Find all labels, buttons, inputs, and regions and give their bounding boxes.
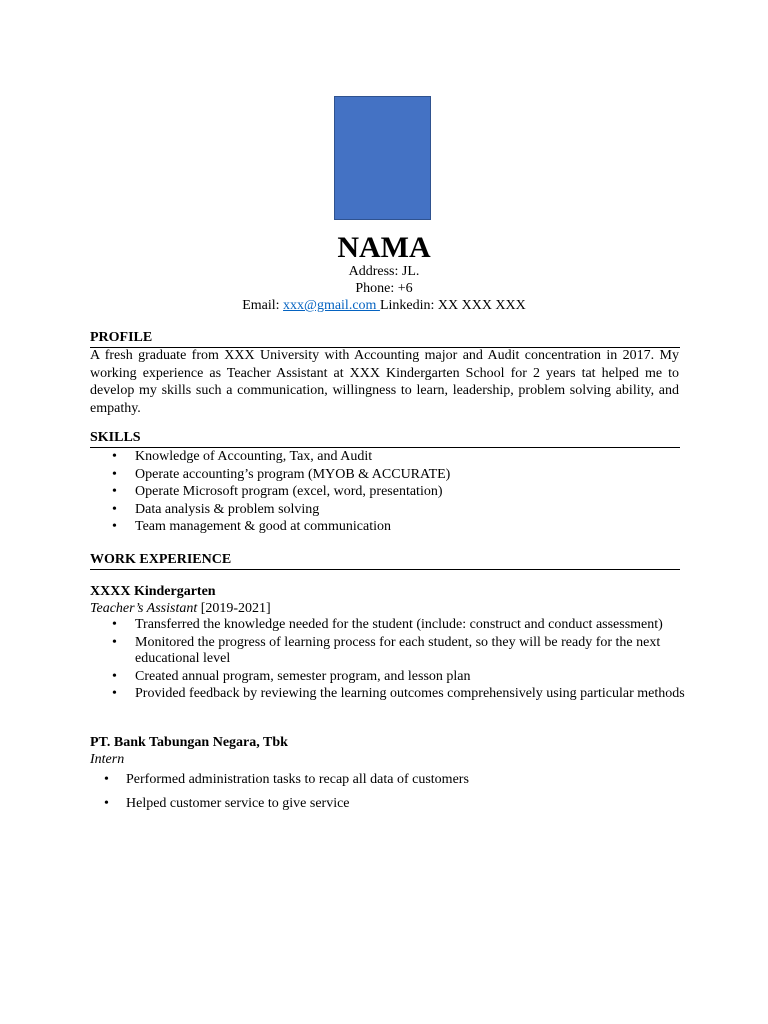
profile-photo-placeholder [334, 96, 431, 220]
bullet-icon: • [112, 617, 117, 632]
work-experience-heading: WORK EXPERIENCE [90, 551, 680, 570]
profile-heading: PROFILE [90, 329, 680, 348]
profile-text: A fresh graduate from XXX University with Accounting major and Audit concentration in 2017. My working experience as Teacher Assistant at XXX Kindergarten School for 2 years tat helped me to develop my skills such a communication, willingness to learn, leadership, problem solving ability, and empathy. [90, 348, 679, 416]
list-item: • Data analysis & problem solving [112, 501, 320, 517]
job-duties-list [90, 772, 690, 819]
list-item: • Knowledge of Accounting, Tax, and Audit [112, 449, 373, 464]
list-item: • Created annual program, semester program, and lesson plan [112, 668, 471, 684]
bullet-icon: • [112, 519, 117, 534]
job-role: Intern [90, 752, 125, 767]
email-link[interactable]: xxx@gmail.com [283, 298, 380, 313]
email-linkedin-line [0, 297, 768, 314]
job-period: [2019-2021] [197, 601, 271, 616]
bullet-icon: • [104, 772, 109, 787]
list-item: • Operate Microsoft program (excel, word, presentation) [112, 484, 443, 499]
bullet-icon: • [112, 466, 117, 482]
bullet-icon: • [112, 634, 117, 650]
list-item: • Team management & good at communication [112, 519, 391, 534]
email-label: Email: [242, 298, 284, 313]
job-role: Teacher’s Assistant [90, 601, 198, 616]
list-item: • Performed administration tasks to recap all data of customers [104, 772, 469, 787]
bullet-icon: • [104, 795, 109, 811]
skills-list [90, 449, 690, 537]
job-role-line [90, 600, 271, 617]
list-item: • Helped customer service to give service [104, 795, 350, 811]
job-company: PT. Bank Tabungan Negara, Tbk [90, 735, 288, 750]
linkedin-text: Linkedin: XX XXX XXX [379, 298, 526, 313]
address-line: Address: JL. [348, 264, 420, 279]
bullet-icon: • [112, 501, 117, 517]
bullet-icon: • [112, 484, 117, 499]
phone-line: Phone: +6 [355, 281, 413, 296]
list-item: • Monitored the progress of learning process for each student, so they will be ready for the next educational level [112, 634, 661, 666]
job-role-line [90, 751, 124, 768]
job-duties-list [90, 617, 690, 704]
bullet-icon: • [112, 668, 117, 684]
list-item: • Transferred the knowledge needed for the student (include: construct and conduct assessment) [112, 617, 663, 632]
bullet-icon: • [112, 449, 117, 464]
candidate-name: NAMA [337, 231, 431, 264]
list-item: • Operate accounting’s program (MYOB & ACCURATE) [112, 466, 451, 482]
list-item: • Provided feedback by reviewing the learning outcomes comprehensively using particular methods [112, 686, 685, 701]
bullet-icon: • [112, 686, 117, 701]
job-company: XXXX Kindergarten [90, 584, 216, 599]
skills-heading: SKILLS [90, 429, 680, 448]
